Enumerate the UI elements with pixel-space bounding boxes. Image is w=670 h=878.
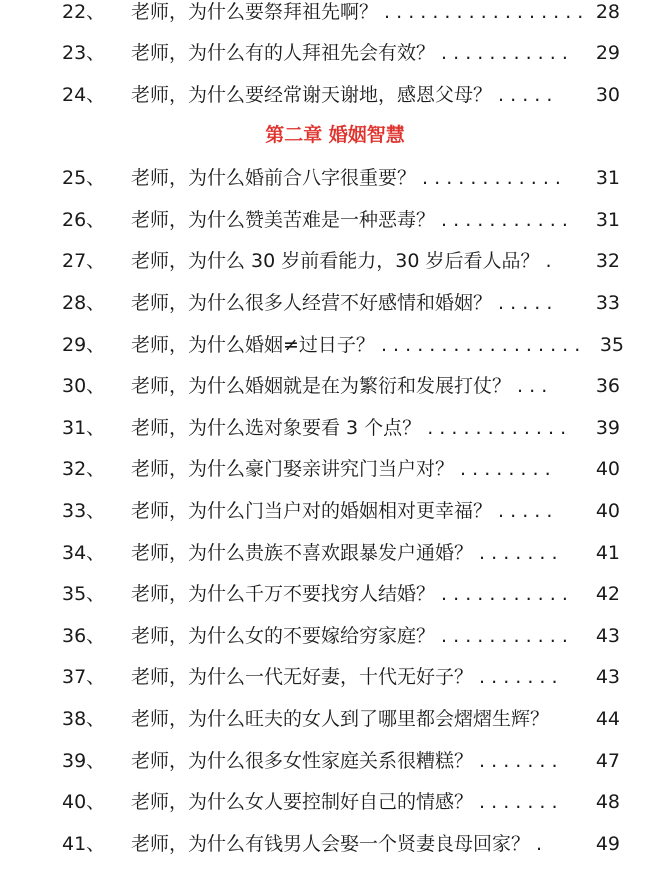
entry-number: 40、	[62, 791, 106, 813]
entry-page-number: 41	[595, 542, 620, 564]
entry-number: 25、	[62, 167, 106, 189]
entry-page-number: 40	[595, 458, 620, 480]
entry-number: 35、	[62, 583, 106, 605]
toc-entry	[0, 205, 670, 235]
entry-page-number: 44	[595, 708, 620, 730]
entry-title: 老师，为什么要经常谢天谢地，感恩父母？ . . . . .	[131, 84, 553, 106]
entry-number: 27、	[62, 250, 106, 272]
toc-entry	[0, 288, 670, 318]
entry-page-number: 32	[595, 250, 620, 272]
entry-page-number: 33	[595, 292, 620, 314]
toc-entry	[0, 38, 670, 68]
toc-entry	[0, 621, 670, 651]
entry-number: 36、	[62, 625, 106, 647]
entry-page-number: 42	[595, 583, 620, 605]
toc-entry	[0, 829, 670, 859]
entry-title: 老师，为什么一代无好妻，十代无好子？ . . . . . . .	[131, 666, 558, 688]
entry-page-number: 36	[595, 375, 620, 397]
entry-page-number: 48	[595, 791, 620, 813]
entry-page-number: 30	[595, 84, 620, 106]
entry-number: 29、	[62, 334, 106, 356]
entry-number: 28、	[62, 292, 106, 314]
chapter-heading: 第二章 婚姻智慧	[265, 124, 405, 146]
entry-title: 老师，为什么女人要控制好自己的情感？ . . . . . . .	[131, 791, 558, 813]
entry-title: 老师，为什么旺夫的女人到了哪里都会熠熠生辉？	[131, 708, 550, 730]
toc-entry	[0, 579, 670, 609]
entry-title: 老师，为什么婚前合八字很重要？ . . . . . . . . . . . .	[131, 167, 561, 189]
toc-entry	[0, 454, 670, 484]
toc-entry	[0, 746, 670, 776]
entry-title: 老师，为什么要祭拜祖先啊？ . . . . . . . . . . . . . . . . .	[131, 1, 584, 23]
entry-title: 老师，为什么很多人经营不好感情和婚姻？ . . . . .	[131, 292, 553, 314]
entry-title: 老师，为什么千万不要找穷人结婚？ . . . . . . . . . . .	[131, 583, 568, 605]
toc-entry	[0, 538, 670, 568]
entry-title: 老师，为什么门当户对的婚姻相对更幸福？ . . . . .	[131, 500, 553, 522]
entry-number: 33、	[62, 500, 106, 522]
toc-entry	[0, 496, 670, 526]
entry-page-number: 31	[595, 167, 620, 189]
entry-title: 老师，为什么 30 岁前看能力，30 岁后看人品？ .	[131, 250, 552, 272]
toc-entry	[0, 0, 670, 27]
entry-title: 老师，为什么婚姻≠过日子？ . . . . . . . . . . . . . . . . .	[131, 334, 581, 356]
entry-page-number: 28	[595, 1, 620, 23]
entry-number: 31、	[62, 417, 106, 439]
entry-number: 38、	[62, 708, 106, 730]
entry-number: 37、	[62, 666, 106, 688]
toc-entry	[0, 246, 670, 276]
entry-page-number: 31	[595, 209, 620, 231]
entry-title: 老师，为什么有的人拜祖先会有效？ . . . . . . . . . . .	[131, 42, 568, 64]
entry-number: 30、	[62, 375, 106, 397]
entry-page-number: 43	[595, 666, 620, 688]
entry-title: 老师，为什么选对象要看 3 个点？ . . . . . . . . . . . .	[131, 417, 567, 439]
entry-page-number: 29	[595, 42, 620, 64]
entry-title: 老师，为什么婚姻就是在为繁衍和发展打仗？ . . .	[131, 375, 548, 397]
entry-title: 老师，为什么很多女性家庭关系很糟糕？ . . . . . . .	[131, 750, 558, 772]
toc-entry	[0, 704, 670, 734]
entry-number: 41、	[62, 833, 106, 855]
toc-entry	[0, 371, 670, 401]
entry-title: 老师，为什么有钱男人会娶一个贤妻良母回家？ .	[131, 833, 543, 855]
toc-entry	[0, 787, 670, 817]
toc-entry	[0, 413, 670, 443]
toc-entry	[0, 80, 670, 110]
entry-page-number: 35	[599, 334, 624, 356]
toc-entry	[0, 662, 670, 692]
entry-title: 老师，为什么贵族不喜欢跟暴发户通婚？ . . . . . . .	[131, 542, 558, 564]
entry-number: 22、	[62, 1, 106, 23]
entry-page-number: 49	[595, 833, 620, 855]
toc-entry	[0, 163, 670, 193]
entry-number: 34、	[62, 542, 106, 564]
entry-title: 老师，为什么赞美苦难是一种恶毒？ . . . . . . . . . . .	[131, 209, 568, 231]
entry-page-number: 47	[595, 750, 620, 772]
toc-entry	[0, 330, 670, 360]
entry-number: 26、	[62, 209, 106, 231]
entry-title: 老师，为什么豪门娶亲讲究门当户对？ . . . . . . . .	[131, 458, 551, 480]
entry-number: 39、	[62, 750, 106, 772]
entry-number: 24、	[62, 84, 106, 106]
entry-title: 老师，为什么女的不要嫁给穷家庭？ . . . . . . . . . . .	[131, 625, 568, 647]
entry-number: 23、	[62, 42, 106, 64]
entry-page-number: 40	[595, 500, 620, 522]
entry-page-number: 39	[595, 417, 620, 439]
entry-page-number: 43	[595, 625, 620, 647]
entry-number: 32、	[62, 458, 106, 480]
